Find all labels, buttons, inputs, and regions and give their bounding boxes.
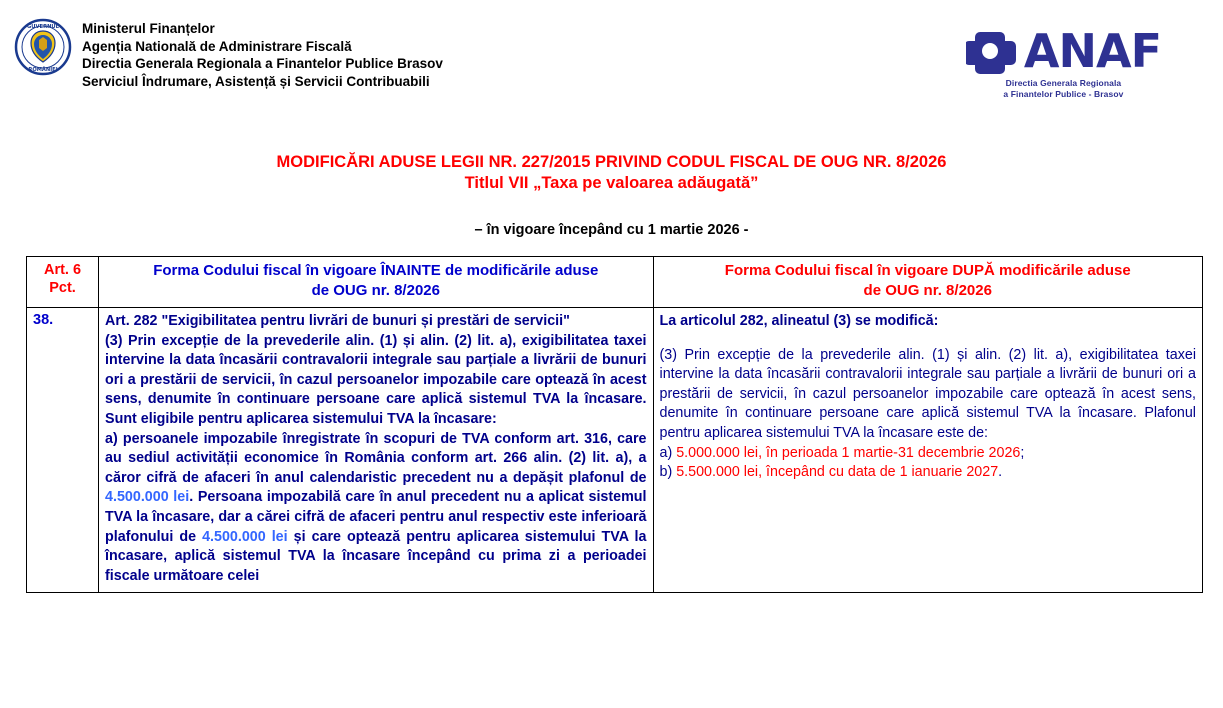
after-item-b-label: b) [659,464,677,481]
after-item-b-value: 5.500.000 lei, începând cu data de 1 ianuarie 2027 [676,464,999,481]
after-item-a-end: ; [1020,444,1025,461]
before-cont-2: și care optează pentru aplicarea sistemului TVA la încasare, aplică sistemul TVA la încasare începând cu prima zi a perioadei fiscale următoare celei [105,528,647,584]
after-item-a [660,444,1196,464]
ministry-line-4: Serviciul Îndrumare, Asistență și Servicii Contribuabili [82,73,430,89]
table-row [27,308,1203,593]
column-header-before [99,257,653,308]
column-header-after-line-1: Forma Codului fiscal în vigoare DUPĂ modificările aduse [724,262,1131,279]
after-paragraph-3: (3) Prin excepție de la prevederile alin. (1) și alin. (2) lit. a), exigibilitatea taxei intervine la data încasării contravalorii integrale sau parțiale a livrării de bunuri ori a prestării de servicii, în cazul persoanelor impozabile care optează în acest sens, denumite în continuare persoane care aplică sistemul TVA la încasare. Plafonul pentru aplicarea sistemului TVA la încasare este de: [659,346,1196,441]
cell-before-modification [99,308,653,593]
column-header-before-line-1: Forma Codului fiscal în vigoare ÎNAINTE de modificările aduse [153,262,599,279]
table-header-row [27,257,1203,308]
column-header-before-line-2: de OUG nr. 8/2026 [311,282,440,299]
after-item-b [660,463,1196,483]
before-amount-1: 4.500.000 lei [105,489,190,506]
column-header-after-line-2: de OUG nr. 8/2026 [863,282,992,299]
government-seal-icon [14,18,72,76]
spacer [660,332,1196,346]
column-header-pct-line-1: Art. 6 [43,262,82,278]
ministry-line-2: Agenția Natională de Administrare Fiscală [82,38,352,54]
anaf-subtitle-line-1: Directia Generala Regionala [1005,78,1122,88]
before-article-heading: Art. 282 "Exigibilitatea pentru livrări de bunuri și prestări de servicii" [105,313,570,329]
document-header [0,0,1223,99]
cell-after-modification [653,308,1202,593]
before-letter-a-text: a) persoanele impozabile înregistrate în scopuri de TVA conform art. 316, care au sediul activității economice în România conform art. 266 alin. (2) lit. a), a căror cifră de afaceri în anul calendaristic precedent nu a depășit plafonul de [105,430,647,486]
anaf-logo [966,16,1161,100]
row-point-number: 38. [27,308,99,593]
before-cont-1: . Persoana impozabilă care în anul precedent nu a aplicat sistemul TVA la încasare, dar a cărei cifră de afaceri pentru anul respectiv este inferioară plafonului de [105,489,647,545]
after-item-a-value: 5.000.000 lei, în perioada 1 martie-31 decembrie 2026 [676,444,1021,461]
comparison-table [26,256,1203,593]
svg-text:GUVERNUL: GUVERNUL [27,24,59,30]
anaf-wordmark-text: ANAF [1023,24,1161,78]
after-modification-heading: La articolul 282, alineatul (3) se modifică: [659,313,939,329]
ministry-line-3: Directia Generala Regionala a Finantelor Publice Brasov [82,56,443,71]
ministry-line-1: Ministerul Finanțelor [82,21,215,36]
column-header-pct [27,257,99,308]
column-header-after [653,257,1202,308]
title-block [0,152,1223,194]
anaf-subtitle-line-2: a Finantelor Publice - Brasov [1003,89,1124,99]
document-title: MODIFICĂRI ADUSE LEGII NR. 227/2015 PRIVIND CODUL FISCAL DE OUG NR. 8/2026 [276,153,947,171]
after-item-b-end: . [998,464,1003,481]
before-paragraph-3: (3) Prin excepție de la prevederile alin. (1) și alin. (2) lit. a), exigibilitatea taxei intervine la data încasării contravalorii integrale sau parțiale a livrării de bunuri ori a prestării de servicii, în cazul persoanelor impozabile care optează în acest sens, denumite în continuare persoane care aplică sistemul TVA la încasare. Sunt eligibile pentru aplicarea sistemului TVA la încasare: [105,332,647,427]
column-header-pct-line-2: Pct. [49,280,76,296]
anaf-gear-icon [966,28,1018,74]
before-amount-2: 4.500.000 lei [202,528,288,545]
svg-text:ROMÂNIEI: ROMÂNIEI [28,67,58,73]
after-item-a-label: a) [659,444,677,461]
document-subtitle: Titlul VII „Taxa pe valoarea adăugată” [464,174,759,192]
ministry-heading [82,16,443,90]
effective-date-note: – în vigoare începând cu 1 martie 2026 - [474,222,749,238]
before-letter-a [105,430,646,587]
